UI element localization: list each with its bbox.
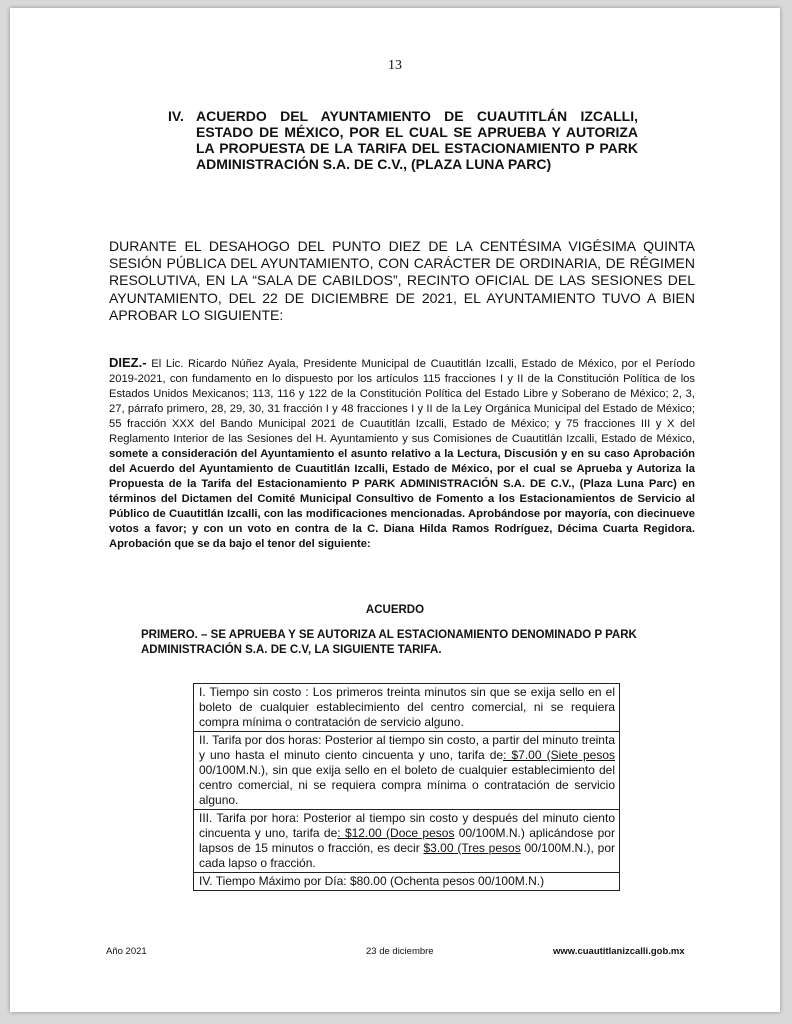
tarifa-row-2-price: : $7.00 (Siete pesos xyxy=(503,748,615,762)
diez-bold-text: somete a consideración del Ayuntamiento el asunto relativo a la Lectura, Discusión y en su caso Aprobación del Acuerdo del Ayuntamiento de Cuautitlán Izcalli, Estado de México, por el cual se Aprueba y Autoriza la Propuesta de la Tarifa del Estacionamiento P PARK ADMINISTRACIÓN S.A. DE C.V., (Plaza Luna Parc) en términos del Dictamen del Comité Municipal Consultivo de Fomento a los Estacionamientos de Servicio al Público de Cuautitlán Izcalli, con las modificaciones mencionadas. Aprobándose por mayoría, con diecinueve votos a favor; y con un voto en contra de la C. Diana Hilda Ramos Rodríguez, Décima Cuarta Regidora. Aprobación que se da bajo el tenor del siguiente: xyxy=(109,448,695,550)
intro-paragraph: DURANTE EL DESAHOGO DEL PUNTO DIEZ DE LA CENTÉSIMA VIGÉSIMA QUINTA SESIÓN PÚBLICA DEL AYUNTAMIENTO, CON CARÁCTER DE ORDINARIA, DE RÉGIMEN RESOLUTIVA, EN LA “SALA DE CABILDOS”, RECINTO OFICIAL DE LAS SESIONES DEL AYUNTAMIENTO, DEL 22 DE DICIEMBRE DE 2021, EL AYUNTAMIENTO TUVO A BIEN APROBAR LO SIGUIENTE: xyxy=(109,238,695,323)
title-numeral: IV. xyxy=(168,108,184,124)
tarifa-row-2-text-a: II. Tarifa por dos horas: Posterior al tiempo sin costo, a partir del minuto treinta y uno hasta el minuto ciento cincuenta y uno, tarifa de xyxy=(199,733,615,762)
diez-normal-text: El Lic. Ricardo Núñez Ayala, Presidente Municipal de Cuautitlán Izcalli, Estado de México, por el Período 2019-2021, con fundamento en lo dispuesto por los artículos 115 fracciones I y II de la Constitución Política de los Estados Unidos Mexicanos; 113, 116 y 122 de la Constitución Política del Estado Libre y Soberano de México; 2, 3, 27, párrafo primero, 28, 29, 30, 31 fracción I y 48 fracciones I y II de la Ley Orgánica Municipal del Estado de México; 55 fracción XXX del Bando Municipal 2021 de Cuautitlán Izcalli, Estado de México; y 75 fracciones III y X del Reglamento Interior de las Sesiones del H. Ayuntamiento y sus Comisiones de Cuautitlán Izcalli, Estado de México, xyxy=(109,358,695,445)
footer-website: www.cuautitlanizcalli.gob.mx xyxy=(553,946,685,957)
document-page xyxy=(10,8,780,1012)
tarifa-row-3-price: : $12.00 (Doce pesos xyxy=(337,826,455,840)
document-title xyxy=(168,108,638,172)
tarifa-row-3-text-a: III. Tarifa por hora: Posterior al tiempo sin costo y después del minuto ciento cincuenta y uno, tarifa de xyxy=(199,811,615,840)
tarifa-row-3 xyxy=(194,810,620,873)
diez-lead: DIEZ.- xyxy=(109,355,147,370)
table-row xyxy=(194,873,620,891)
tarifa-row-2 xyxy=(194,732,620,810)
title-text: ACUERDO DEL AYUNTAMIENTO DE CUAUTITLÁN IZCALLI, ESTADO DE MÉXICO, POR EL CUAL SE APRUEBA Y AUTORIZA LA PROPUESTA DE LA TARIFA DEL ESTACIONAMIENTO P PARK ADMINISTRACIÓN S.A. DE C.V., (PLAZA LUNA PARC) xyxy=(196,108,638,172)
acuerdo-heading: ACUERDO xyxy=(365,604,425,616)
tarifa-table xyxy=(193,683,620,891)
footer-year: Año 2021 xyxy=(106,946,147,957)
tarifa-row-3-fraction-price: $3.00 (Tres pesos xyxy=(423,841,521,855)
tarifa-row-4: IV. Tiempo Máximo por Día: $80.00 (Ochenta pesos 00/100M.N.) xyxy=(194,873,620,891)
tarifa-row-3-text-b: 00/100M.N.) aplicándose por lapsos de 15 minutos o fracción, es decir xyxy=(199,826,615,855)
tarifa-row-2-text-b: 00/100M.N.), sin que exija sello en el boleto de cualquier establecimiento del centro comercial, ni se requiera compra mínima o contratación de servicio alguno. xyxy=(199,763,615,807)
diez-paragraph xyxy=(109,355,695,552)
primero-paragraph: PRIMERO. – SE APRUEBA Y SE AUTORIZA AL ESTACIONAMIENTO DENOMINADO P PARK ADMINISTRACIÓN S.A. DE C.V, LA SIGUIENTE TARIFA. xyxy=(141,629,637,656)
page-number: 13 xyxy=(388,58,402,73)
table-row xyxy=(194,684,620,732)
tarifa-row-1: I. Tiempo sin costo : Los primeros treinta minutos sin que se exija sello en el boleto de cualquier establecimiento del centro comercial, ni se requiera compra mínima o contratación de servicio alguno. xyxy=(194,684,620,732)
table-row xyxy=(194,732,620,810)
table-row xyxy=(194,810,620,873)
tarifa-row-3-text-c: 00/100M.N.), por cada lapso o fracción. xyxy=(199,841,616,870)
footer-date: 23 de diciembre xyxy=(366,946,434,957)
